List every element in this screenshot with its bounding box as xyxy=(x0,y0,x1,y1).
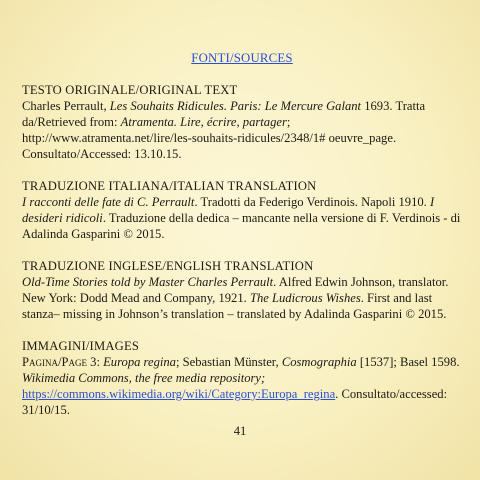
original-author: Charles Perrault, xyxy=(22,99,110,113)
wikimedia-link[interactable]: https://commons.wikimedia.org/wiki/Category:Europa_regina xyxy=(22,387,336,401)
italian-work: I racconti delle fate di C. Perrault xyxy=(22,195,195,209)
original-work: Les Souhaits Ridicules. Paris: Le Mercure Galant xyxy=(109,99,362,113)
original-url-line: ; http://www.atramenta.net/lire/les-souhaits-ridicules/2348/1# oeuvre_page. Consultato/Accessed: 13.10.15. xyxy=(22,115,397,161)
images-after-link: . Consultato/accessed: 31/10/15. xyxy=(22,387,448,417)
images-mid1: ; Sebastian Münster, xyxy=(175,355,282,369)
english-translation-body xyxy=(22,274,462,322)
italian-rest: . Traduzione della dedica – mancante nella versione di F. Verdinois - di Adalinda Gasparini © 2015. xyxy=(22,211,461,241)
images-image-title: Europa regina xyxy=(103,355,176,369)
english-after-work: . Alfred Edwin Johnson, translator. New York: Dodd Mead and Company, 1921. xyxy=(22,275,449,305)
original-site: Atramenta. Lire, écrire, partager xyxy=(120,115,287,129)
images-book: Cosmographia xyxy=(281,355,357,369)
images-page-label: Pagina/Page 3: xyxy=(22,355,104,369)
italian-after-work: . Tradotti da Federigo Verdinois. Napoli 1910. xyxy=(194,195,430,209)
images-repo: Wikimedia Commons, the free media repository; xyxy=(22,371,266,385)
images-section xyxy=(22,338,462,418)
english-translation-title: TRADUZIONE INGLESE/ENGLISH TRANSLATION xyxy=(22,259,314,273)
page-number: 41 xyxy=(233,424,247,438)
page-content xyxy=(22,50,462,434)
original-text-title: TESTO ORIGINALE/ORIGINAL TEXT xyxy=(22,83,238,97)
images-title: IMMAGINI/IMAGES xyxy=(22,339,140,353)
italian-translation-title: TRADUZIONE ITALIANA/ITALIAN TRANSLATION xyxy=(22,179,317,193)
original-text-body xyxy=(22,98,462,162)
sources-heading: FONTI/SOURCES xyxy=(191,51,293,65)
images-body xyxy=(22,354,462,418)
italian-translation-body xyxy=(22,194,462,242)
original-after-work: 1693. Tratta da/Retrieved from: xyxy=(22,99,426,129)
english-work: Old-Time Stories told by Master Charles Perrault xyxy=(22,275,274,289)
english-story: The Ludicrous Wishes xyxy=(249,291,361,305)
italian-translation-section xyxy=(22,178,462,242)
images-mid2: [1537]; Basel 1598. xyxy=(356,355,460,369)
italian-story: I desideri ridicoli xyxy=(22,195,435,225)
english-rest: . First and last stanza– missing in Johnson’s translation – translated by Adalinda Gasparini © 2015. xyxy=(22,291,447,321)
english-translation-section xyxy=(22,258,462,322)
original-text-section xyxy=(22,82,462,162)
